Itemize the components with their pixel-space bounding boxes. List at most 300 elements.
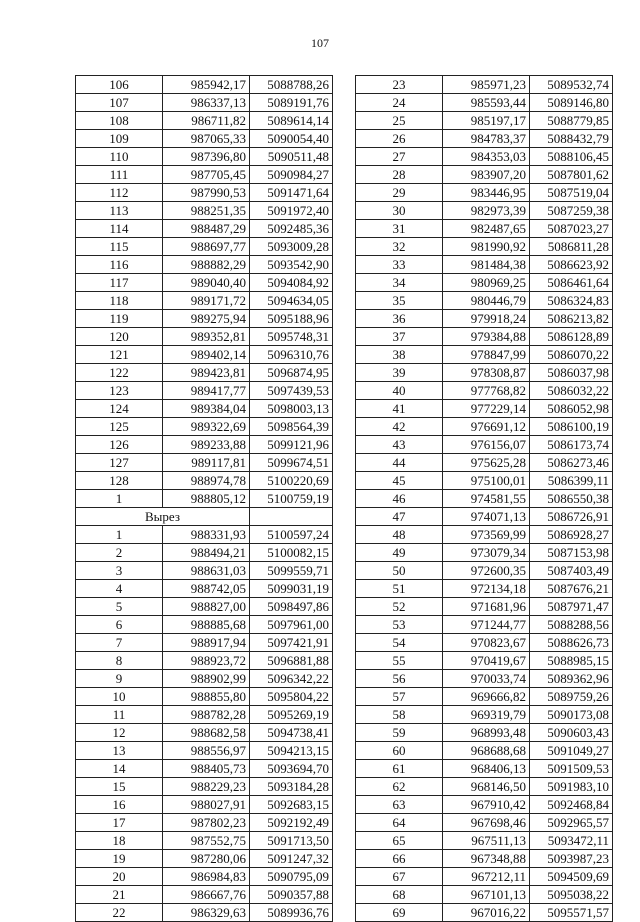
x-coordinate-cell: 978308,87 xyxy=(443,364,530,382)
x-coordinate-cell: 973079,34 xyxy=(443,544,530,562)
y-coordinate-cell: 5095748,31 xyxy=(250,328,333,346)
point-number-cell: 51 xyxy=(356,580,443,598)
x-coordinate-cell: 980446,79 xyxy=(443,292,530,310)
y-coordinate-cell: 5096342,22 xyxy=(250,670,333,688)
table-row xyxy=(76,832,333,850)
y-coordinate-cell: 5090511,48 xyxy=(250,148,333,166)
x-coordinate-cell: 980969,25 xyxy=(443,274,530,292)
x-coordinate-cell: 977768,82 xyxy=(443,382,530,400)
y-coordinate-cell: 5095269,19 xyxy=(250,706,333,724)
y-coordinate-cell: 5094213,15 xyxy=(250,742,333,760)
y-coordinate-cell: 5086273,46 xyxy=(530,454,613,472)
y-coordinate-cell: 5087801,62 xyxy=(530,166,613,184)
point-number-cell: 8 xyxy=(76,652,163,670)
y-coordinate-cell: 5087259,38 xyxy=(530,202,613,220)
point-number-cell: 27 xyxy=(356,148,443,166)
point-number-cell: 29 xyxy=(356,184,443,202)
x-coordinate-cell: 989384,04 xyxy=(163,400,250,418)
x-coordinate-cell: 982973,39 xyxy=(443,202,530,220)
y-coordinate-cell: 5086811,28 xyxy=(530,238,613,256)
y-coordinate-cell: 5100759,19 xyxy=(250,490,333,508)
table-row xyxy=(76,868,333,886)
point-number-cell: 21 xyxy=(76,886,163,904)
table-row xyxy=(76,112,333,130)
point-number-cell: 63 xyxy=(356,796,443,814)
x-coordinate-cell: 967016,22 xyxy=(443,904,530,922)
y-coordinate-cell: 5091713,50 xyxy=(250,832,333,850)
x-coordinate-cell: 989275,94 xyxy=(163,310,250,328)
point-number-cell: 15 xyxy=(76,778,163,796)
point-number-cell: 6 xyxy=(76,616,163,634)
y-coordinate-cell: 5086399,11 xyxy=(530,472,613,490)
point-number-cell: 49 xyxy=(356,544,443,562)
y-coordinate-cell: 5089532,74 xyxy=(530,76,613,94)
x-coordinate-cell: 967212,11 xyxy=(443,868,530,886)
point-number-cell: 2 xyxy=(76,544,163,562)
x-coordinate-cell: 987065,33 xyxy=(163,130,250,148)
y-coordinate-cell: 5095038,22 xyxy=(530,886,613,904)
y-coordinate-cell: 5086461,64 xyxy=(530,274,613,292)
x-coordinate-cell: 989117,81 xyxy=(163,454,250,472)
y-coordinate-cell: 5090984,27 xyxy=(250,166,333,184)
point-number-cell: 30 xyxy=(356,202,443,220)
point-number-cell: 118 xyxy=(76,292,163,310)
table-row xyxy=(76,130,333,148)
y-coordinate-cell: 5094634,05 xyxy=(250,292,333,310)
table-row xyxy=(356,634,613,652)
point-number-cell: 18 xyxy=(76,832,163,850)
x-coordinate-cell: 968688,68 xyxy=(443,742,530,760)
table-row xyxy=(76,526,333,544)
point-number-cell: 69 xyxy=(356,904,443,922)
point-number-cell: 14 xyxy=(76,760,163,778)
x-coordinate-cell: 988494,21 xyxy=(163,544,250,562)
x-coordinate-cell: 988974,78 xyxy=(163,472,250,490)
y-coordinate-cell: 5092683,15 xyxy=(250,796,333,814)
table-row xyxy=(76,346,333,364)
y-coordinate-cell: 5091983,10 xyxy=(530,778,613,796)
y-coordinate-cell: 5097439,53 xyxy=(250,382,333,400)
x-coordinate-cell: 968406,13 xyxy=(443,760,530,778)
point-number-cell: 111 xyxy=(76,166,163,184)
table-row xyxy=(356,310,613,328)
x-coordinate-cell: 976691,12 xyxy=(443,418,530,436)
x-coordinate-cell: 972134,18 xyxy=(443,580,530,598)
x-coordinate-cell: 970823,67 xyxy=(443,634,530,652)
point-number-cell: 106 xyxy=(76,76,163,94)
table-row xyxy=(76,760,333,778)
point-number-cell: 125 xyxy=(76,418,163,436)
y-coordinate-cell: 5099121,96 xyxy=(250,436,333,454)
table-row xyxy=(76,256,333,274)
y-coordinate-cell: 5092468,84 xyxy=(530,796,613,814)
table-row xyxy=(76,598,333,616)
x-coordinate-cell: 989233,88 xyxy=(163,436,250,454)
point-number-cell: 120 xyxy=(76,328,163,346)
x-coordinate-cell: 983907,20 xyxy=(443,166,530,184)
x-coordinate-cell: 988682,58 xyxy=(163,724,250,742)
y-coordinate-cell: 5090173,08 xyxy=(530,706,613,724)
point-number-cell: 28 xyxy=(356,166,443,184)
coordinates-table-right xyxy=(355,75,613,922)
point-number-cell: 31 xyxy=(356,220,443,238)
point-number-cell: 13 xyxy=(76,742,163,760)
point-number-cell: 58 xyxy=(356,706,443,724)
table-row xyxy=(356,382,613,400)
x-coordinate-cell: 986984,83 xyxy=(163,868,250,886)
y-coordinate-cell: 5086070,22 xyxy=(530,346,613,364)
y-coordinate-cell: 5091471,64 xyxy=(250,184,333,202)
point-number-cell: 33 xyxy=(356,256,443,274)
x-coordinate-cell: 987396,80 xyxy=(163,148,250,166)
point-number-cell: 23 xyxy=(356,76,443,94)
table-row xyxy=(356,472,613,490)
point-number-cell: 59 xyxy=(356,724,443,742)
y-coordinate-cell: 5093987,23 xyxy=(530,850,613,868)
table-row xyxy=(356,328,613,346)
point-number-cell: 17 xyxy=(76,814,163,832)
point-number-cell: 112 xyxy=(76,184,163,202)
table-row xyxy=(356,220,613,238)
y-coordinate-cell: 5087403,49 xyxy=(530,562,613,580)
x-coordinate-cell: 970033,74 xyxy=(443,670,530,688)
x-coordinate-cell: 971244,77 xyxy=(443,616,530,634)
table-row xyxy=(356,274,613,292)
table-row xyxy=(356,526,613,544)
x-coordinate-cell: 989417,77 xyxy=(163,382,250,400)
table-row xyxy=(76,148,333,166)
table-row xyxy=(356,562,613,580)
point-number-cell: 128 xyxy=(76,472,163,490)
y-coordinate-cell: 5098564,39 xyxy=(250,418,333,436)
y-coordinate-cell: 5091247,32 xyxy=(250,850,333,868)
x-coordinate-cell: 988229,23 xyxy=(163,778,250,796)
y-coordinate-cell: 5087519,04 xyxy=(530,184,613,202)
x-coordinate-cell: 970419,67 xyxy=(443,652,530,670)
table-row xyxy=(76,634,333,652)
x-coordinate-cell: 972600,35 xyxy=(443,562,530,580)
table-row xyxy=(76,364,333,382)
x-coordinate-cell: 988251,35 xyxy=(163,202,250,220)
table-row xyxy=(356,652,613,670)
x-coordinate-cell: 982487,65 xyxy=(443,220,530,238)
point-number-cell: 45 xyxy=(356,472,443,490)
x-coordinate-cell: 989352,81 xyxy=(163,328,250,346)
x-coordinate-cell: 988487,29 xyxy=(163,220,250,238)
x-coordinate-cell: 975100,01 xyxy=(443,472,530,490)
x-coordinate-cell: 988917,94 xyxy=(163,634,250,652)
table-row xyxy=(356,724,613,742)
y-coordinate-cell: 5088788,26 xyxy=(250,76,333,94)
table-row xyxy=(76,796,333,814)
x-coordinate-cell: 968993,48 xyxy=(443,724,530,742)
y-coordinate-cell: 5098497,86 xyxy=(250,598,333,616)
y-coordinate-cell: 5088432,79 xyxy=(530,130,613,148)
point-number-cell: 3 xyxy=(76,562,163,580)
table-row xyxy=(356,130,613,148)
y-coordinate-cell: 5087153,98 xyxy=(530,544,613,562)
table-row xyxy=(76,904,333,922)
point-number-cell: 121 xyxy=(76,346,163,364)
y-coordinate-cell: 5091049,27 xyxy=(530,742,613,760)
x-coordinate-cell: 976156,07 xyxy=(443,436,530,454)
table-row xyxy=(356,850,613,868)
table-row xyxy=(356,796,613,814)
y-coordinate-cell: 5094738,41 xyxy=(250,724,333,742)
table-row xyxy=(356,202,613,220)
point-number-cell: 41 xyxy=(356,400,443,418)
y-coordinate-cell: 5093472,11 xyxy=(530,832,613,850)
point-number-cell: 53 xyxy=(356,616,443,634)
table-row xyxy=(76,652,333,670)
y-coordinate-cell: 5086928,27 xyxy=(530,526,613,544)
table-row xyxy=(76,706,333,724)
x-coordinate-cell: 989423,81 xyxy=(163,364,250,382)
table-row xyxy=(76,292,333,310)
table-row xyxy=(76,310,333,328)
table-row xyxy=(356,292,613,310)
point-number-cell: 1 xyxy=(76,490,163,508)
point-number-cell: 110 xyxy=(76,148,163,166)
x-coordinate-cell: 985197,17 xyxy=(443,112,530,130)
x-coordinate-cell: 986337,13 xyxy=(163,94,250,112)
y-coordinate-cell: 5094509,69 xyxy=(530,868,613,886)
point-number-cell: 16 xyxy=(76,796,163,814)
point-number-cell: 66 xyxy=(356,850,443,868)
y-coordinate-cell: 5096310,76 xyxy=(250,346,333,364)
point-number-cell: 39 xyxy=(356,364,443,382)
point-number-cell: 40 xyxy=(356,382,443,400)
empty-cell xyxy=(250,508,333,526)
x-coordinate-cell: 988923,72 xyxy=(163,652,250,670)
point-number-cell: 19 xyxy=(76,850,163,868)
table-row xyxy=(76,94,333,112)
point-number-cell: 47 xyxy=(356,508,443,526)
table-row xyxy=(356,778,613,796)
x-coordinate-cell: 988742,05 xyxy=(163,580,250,598)
y-coordinate-cell: 5095188,96 xyxy=(250,310,333,328)
point-number-cell: 60 xyxy=(356,742,443,760)
y-coordinate-cell: 5093542,90 xyxy=(250,256,333,274)
x-coordinate-cell: 987705,45 xyxy=(163,166,250,184)
y-coordinate-cell: 5092485,36 xyxy=(250,220,333,238)
table-row xyxy=(356,418,613,436)
y-coordinate-cell: 5091509,53 xyxy=(530,760,613,778)
table-row xyxy=(76,778,333,796)
point-number-cell: 4 xyxy=(76,580,163,598)
point-number-cell: 68 xyxy=(356,886,443,904)
point-number-cell: 12 xyxy=(76,724,163,742)
table-row xyxy=(356,364,613,382)
table-row xyxy=(76,850,333,868)
point-number-cell: 48 xyxy=(356,526,443,544)
y-coordinate-cell: 5098003,13 xyxy=(250,400,333,418)
point-number-cell: 114 xyxy=(76,220,163,238)
x-coordinate-cell: 967910,42 xyxy=(443,796,530,814)
point-number-cell: 10 xyxy=(76,688,163,706)
table-row xyxy=(76,490,333,508)
y-coordinate-cell: 5086032,22 xyxy=(530,382,613,400)
x-coordinate-cell: 978847,99 xyxy=(443,346,530,364)
point-number-cell: 42 xyxy=(356,418,443,436)
point-number-cell: 64 xyxy=(356,814,443,832)
y-coordinate-cell: 5089362,96 xyxy=(530,670,613,688)
table-row xyxy=(356,400,613,418)
table-row xyxy=(76,724,333,742)
x-coordinate-cell: 987802,23 xyxy=(163,814,250,832)
y-coordinate-cell: 5089614,14 xyxy=(250,112,333,130)
table-row xyxy=(76,400,333,418)
y-coordinate-cell: 5086037,98 xyxy=(530,364,613,382)
point-number-cell: 38 xyxy=(356,346,443,364)
table-row xyxy=(356,94,613,112)
table-row xyxy=(76,454,333,472)
table-row xyxy=(356,886,613,904)
y-coordinate-cell: 5086324,83 xyxy=(530,292,613,310)
x-coordinate-cell: 986667,76 xyxy=(163,886,250,904)
y-coordinate-cell: 5099559,71 xyxy=(250,562,333,580)
point-number-cell: 11 xyxy=(76,706,163,724)
point-number-cell: 46 xyxy=(356,490,443,508)
x-coordinate-cell: 969666,82 xyxy=(443,688,530,706)
table-row xyxy=(356,148,613,166)
y-coordinate-cell: 5088626,73 xyxy=(530,634,613,652)
y-coordinate-cell: 5090054,40 xyxy=(250,130,333,148)
x-coordinate-cell: 979918,24 xyxy=(443,310,530,328)
y-coordinate-cell: 5096874,95 xyxy=(250,364,333,382)
point-number-cell: 126 xyxy=(76,436,163,454)
y-coordinate-cell: 5087023,27 xyxy=(530,220,613,238)
x-coordinate-cell: 969319,79 xyxy=(443,706,530,724)
table-row xyxy=(356,688,613,706)
table-row xyxy=(356,238,613,256)
y-coordinate-cell: 5086173,74 xyxy=(530,436,613,454)
table-row xyxy=(76,238,333,256)
x-coordinate-cell: 988782,28 xyxy=(163,706,250,724)
x-coordinate-cell: 987280,06 xyxy=(163,850,250,868)
x-coordinate-cell: 967511,13 xyxy=(443,832,530,850)
y-coordinate-cell: 5087676,21 xyxy=(530,580,613,598)
y-coordinate-cell: 5088985,15 xyxy=(530,652,613,670)
y-coordinate-cell: 5089936,76 xyxy=(250,904,333,922)
point-number-cell: 35 xyxy=(356,292,443,310)
page-number: 107 xyxy=(311,36,329,50)
y-coordinate-cell: 5096881,88 xyxy=(250,652,333,670)
x-coordinate-cell: 988805,12 xyxy=(163,490,250,508)
table-row xyxy=(356,184,613,202)
table-row xyxy=(356,706,613,724)
y-coordinate-cell: 5093009,28 xyxy=(250,238,333,256)
point-number-cell: 107 xyxy=(76,94,163,112)
x-coordinate-cell: 983446,95 xyxy=(443,184,530,202)
table-row xyxy=(356,760,613,778)
y-coordinate-cell: 5094084,92 xyxy=(250,274,333,292)
y-coordinate-cell: 5090603,43 xyxy=(530,724,613,742)
point-number-cell: 20 xyxy=(76,868,163,886)
y-coordinate-cell: 5095571,57 xyxy=(530,904,613,922)
x-coordinate-cell: 989040,40 xyxy=(163,274,250,292)
table-row xyxy=(76,202,333,220)
y-coordinate-cell: 5086550,38 xyxy=(530,490,613,508)
table-row xyxy=(356,508,613,526)
x-coordinate-cell: 988882,29 xyxy=(163,256,250,274)
y-coordinate-cell: 5087971,47 xyxy=(530,598,613,616)
x-coordinate-cell: 989402,14 xyxy=(163,346,250,364)
x-coordinate-cell: 974071,13 xyxy=(443,508,530,526)
table-row xyxy=(356,832,613,850)
y-coordinate-cell: 5090795,09 xyxy=(250,868,333,886)
x-coordinate-cell: 986711,82 xyxy=(163,112,250,130)
point-number-cell: 25 xyxy=(356,112,443,130)
x-coordinate-cell: 988405,73 xyxy=(163,760,250,778)
table-row xyxy=(76,382,333,400)
point-number-cell: 61 xyxy=(356,760,443,778)
table-row xyxy=(76,508,333,526)
point-number-cell: 108 xyxy=(76,112,163,130)
table-row xyxy=(356,580,613,598)
y-coordinate-cell: 5091972,40 xyxy=(250,202,333,220)
x-coordinate-cell: 985593,44 xyxy=(443,94,530,112)
table-row xyxy=(356,166,613,184)
point-number-cell: 24 xyxy=(356,94,443,112)
section-label: Вырез xyxy=(76,508,250,526)
point-number-cell: 65 xyxy=(356,832,443,850)
x-coordinate-cell: 973569,99 xyxy=(443,526,530,544)
point-number-cell: 123 xyxy=(76,382,163,400)
y-coordinate-cell: 5100597,24 xyxy=(250,526,333,544)
x-coordinate-cell: 975625,28 xyxy=(443,454,530,472)
table-row xyxy=(76,328,333,346)
point-number-cell: 36 xyxy=(356,310,443,328)
y-coordinate-cell: 5090357,88 xyxy=(250,886,333,904)
x-coordinate-cell: 971681,96 xyxy=(443,598,530,616)
point-number-cell: 50 xyxy=(356,562,443,580)
point-number-cell: 124 xyxy=(76,400,163,418)
y-coordinate-cell: 5089191,76 xyxy=(250,94,333,112)
point-number-cell: 7 xyxy=(76,634,163,652)
table-row xyxy=(356,436,613,454)
table-row xyxy=(356,742,613,760)
x-coordinate-cell: 985942,17 xyxy=(163,76,250,94)
x-coordinate-cell: 974581,55 xyxy=(443,490,530,508)
point-number-cell: 122 xyxy=(76,364,163,382)
table-row xyxy=(356,670,613,688)
x-coordinate-cell: 981990,92 xyxy=(443,238,530,256)
table-row xyxy=(76,814,333,832)
table-row xyxy=(76,562,333,580)
y-coordinate-cell: 5100082,15 xyxy=(250,544,333,562)
table-row xyxy=(356,868,613,886)
x-coordinate-cell: 984783,37 xyxy=(443,130,530,148)
table-row xyxy=(76,220,333,238)
y-coordinate-cell: 5088779,85 xyxy=(530,112,613,130)
y-coordinate-cell: 5093184,28 xyxy=(250,778,333,796)
point-number-cell: 62 xyxy=(356,778,443,796)
point-number-cell: 5 xyxy=(76,598,163,616)
x-coordinate-cell: 968146,50 xyxy=(443,778,530,796)
y-coordinate-cell: 5092192,49 xyxy=(250,814,333,832)
table-row xyxy=(76,544,333,562)
y-coordinate-cell: 5086052,98 xyxy=(530,400,613,418)
table-row xyxy=(76,418,333,436)
point-number-cell: 37 xyxy=(356,328,443,346)
x-coordinate-cell: 988556,97 xyxy=(163,742,250,760)
point-number-cell: 119 xyxy=(76,310,163,328)
x-coordinate-cell: 988855,80 xyxy=(163,688,250,706)
point-number-cell: 57 xyxy=(356,688,443,706)
point-number-cell: 117 xyxy=(76,274,163,292)
table-row xyxy=(76,472,333,490)
